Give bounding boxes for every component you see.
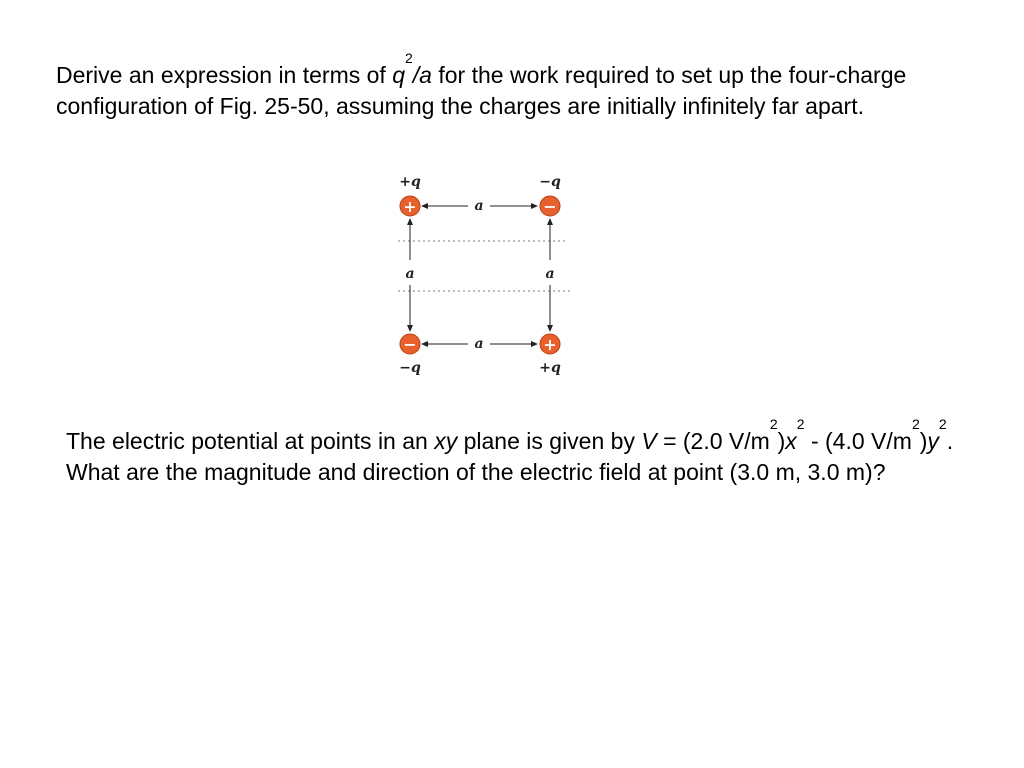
plus-sign: + — [403, 197, 417, 216]
symbol-q: q — [392, 62, 405, 88]
right-side-label: a — [545, 266, 555, 282]
symbol-V: V — [641, 428, 657, 454]
top-left-charge-label: +q — [399, 174, 421, 190]
top-right-charge-label: −q — [539, 174, 561, 190]
left-side-label: a — [405, 266, 415, 282]
bottom-left-charge-label: −q — [399, 360, 421, 376]
bottom-right-charge-label: +q — [539, 360, 561, 376]
symbol-x: x — [785, 428, 797, 454]
symbol-over-a: /a — [412, 62, 432, 88]
charge-top-right — [540, 196, 560, 216]
charge-bottom-left — [400, 334, 420, 354]
plus-sign: + — [543, 335, 557, 354]
bottom-side-label: a — [474, 336, 484, 352]
minus-sign: − — [543, 197, 557, 216]
symbol-y: y — [927, 428, 939, 454]
charge-bottom-right — [540, 334, 560, 354]
minus-sign: − — [403, 335, 417, 354]
problem-1-text: Derive an expression in terms of $q^2/a$ for the work required to set up the four-charge configuration of Fig. 25-50, assuming the charges are initially infinitely far apart. — [56, 50, 907, 119]
charge-top-left — [400, 196, 420, 216]
symbol-xy: xy — [434, 428, 458, 454]
top-side-label: a — [474, 198, 484, 214]
four-charge-figure — [380, 165, 580, 380]
problem-2-text: The electric potential at points in an xy plane is given by V = (2.0 $V/m^2)x^2 - (4.0$ $V/m^2)y^2$. What are the magnitude and direction of the electric field at point (3.0 m, 3.0 m)? — [66, 416, 954, 485]
